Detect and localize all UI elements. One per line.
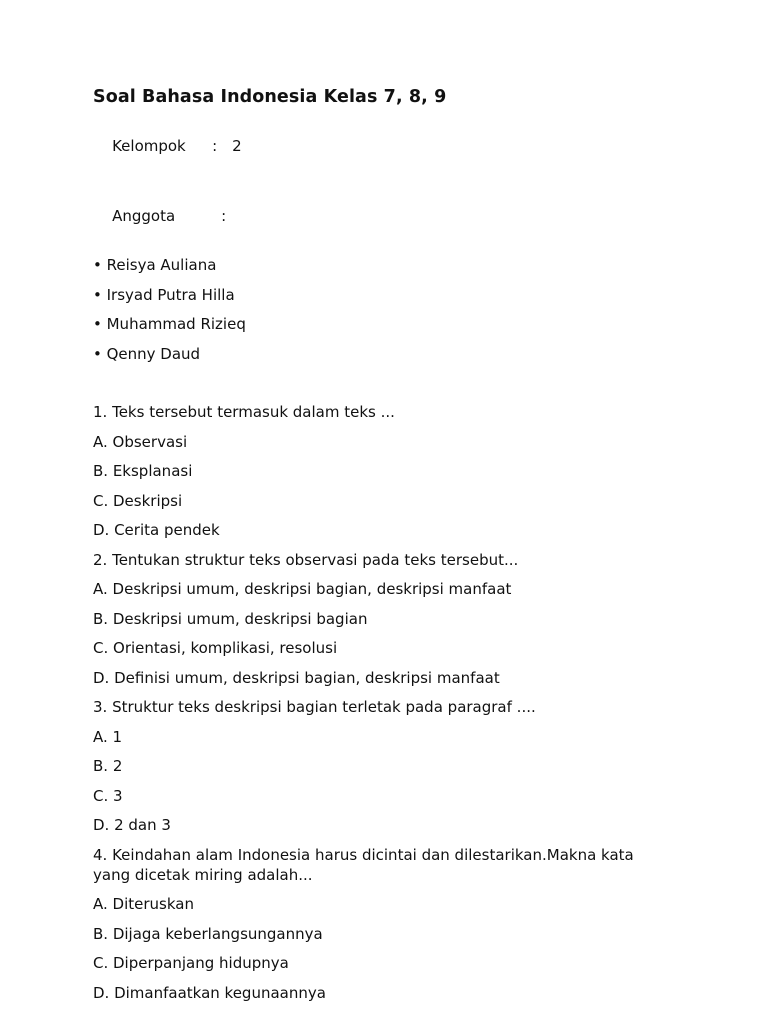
kelompok-label: Kelompok	[112, 137, 186, 155]
kelompok-value: 2	[232, 137, 242, 155]
answer-option: D. 2 dan 3	[93, 816, 171, 834]
anggota-label: Anggota	[112, 206, 176, 225]
answer-option: A. Deskripsi umum, deskripsi bagian, deskripsi manfaat	[93, 580, 512, 598]
answer-option: D. Definisi umum, deskripsi bagian, deskripsi manfaat	[93, 668, 500, 687]
answer-option: B. Dijaga keberlangsungannya	[93, 924, 323, 943]
answer-option: A. 1	[93, 727, 123, 746]
answer-option: D. Dimanfaatkan kegunaannya	[93, 983, 326, 1002]
answer-option: C. Orientasi, komplikasi, resolusi	[93, 639, 338, 657]
answer-option: D. Cerita pendek	[93, 521, 220, 539]
member-item: • Irsyad Putra Hilla	[93, 285, 235, 304]
answer-option: A. Diteruskan	[93, 895, 194, 913]
document-page	[93, 85, 673, 1012]
anggota-separator: :	[221, 206, 227, 225]
question-block	[93, 697, 673, 835]
answer-option: C. Deskripsi	[93, 491, 183, 510]
kelompok-row	[93, 116, 673, 176]
question-block	[93, 845, 673, 1003]
answer-option: A. Observasi	[93, 432, 188, 451]
question-block	[93, 550, 673, 688]
anggota-row	[93, 186, 673, 246]
member-item: • Qenny Daud	[93, 344, 201, 363]
kelompok-separator: :	[212, 137, 218, 155]
answer-option: C. 3	[93, 786, 123, 805]
question-text: 2. Tentukan struktur teks observasi pada teks tersebut...	[93, 550, 519, 569]
question-text: 1. Teks tersebut termasuk dalam teks ...	[93, 403, 395, 421]
answer-option: B. Deskripsi umum, deskripsi bagian	[93, 609, 368, 628]
answer-option: B. 2	[93, 757, 123, 775]
member-item: • Reisya Auliana	[93, 256, 217, 274]
question-text: 4. Keindahan alam Indonesia harus dicintai dan dilestarikan.Makna kata yang dicetak miring adalah...	[93, 845, 639, 884]
member-item: • Muhammad Rizieq	[93, 315, 246, 333]
answer-option: C. Diperpanjang hidupnya	[93, 954, 289, 972]
question-block	[93, 402, 673, 540]
answer-option: B. Eksplanasi	[93, 462, 193, 480]
document-title: Soal Bahasa Indonesia Kelas 7, 8, 9	[93, 87, 447, 107]
question-text: 3. Struktur teks deskripsi bagian terletak pada paragraf ....	[93, 698, 536, 716]
section-spacer	[93, 373, 673, 402]
